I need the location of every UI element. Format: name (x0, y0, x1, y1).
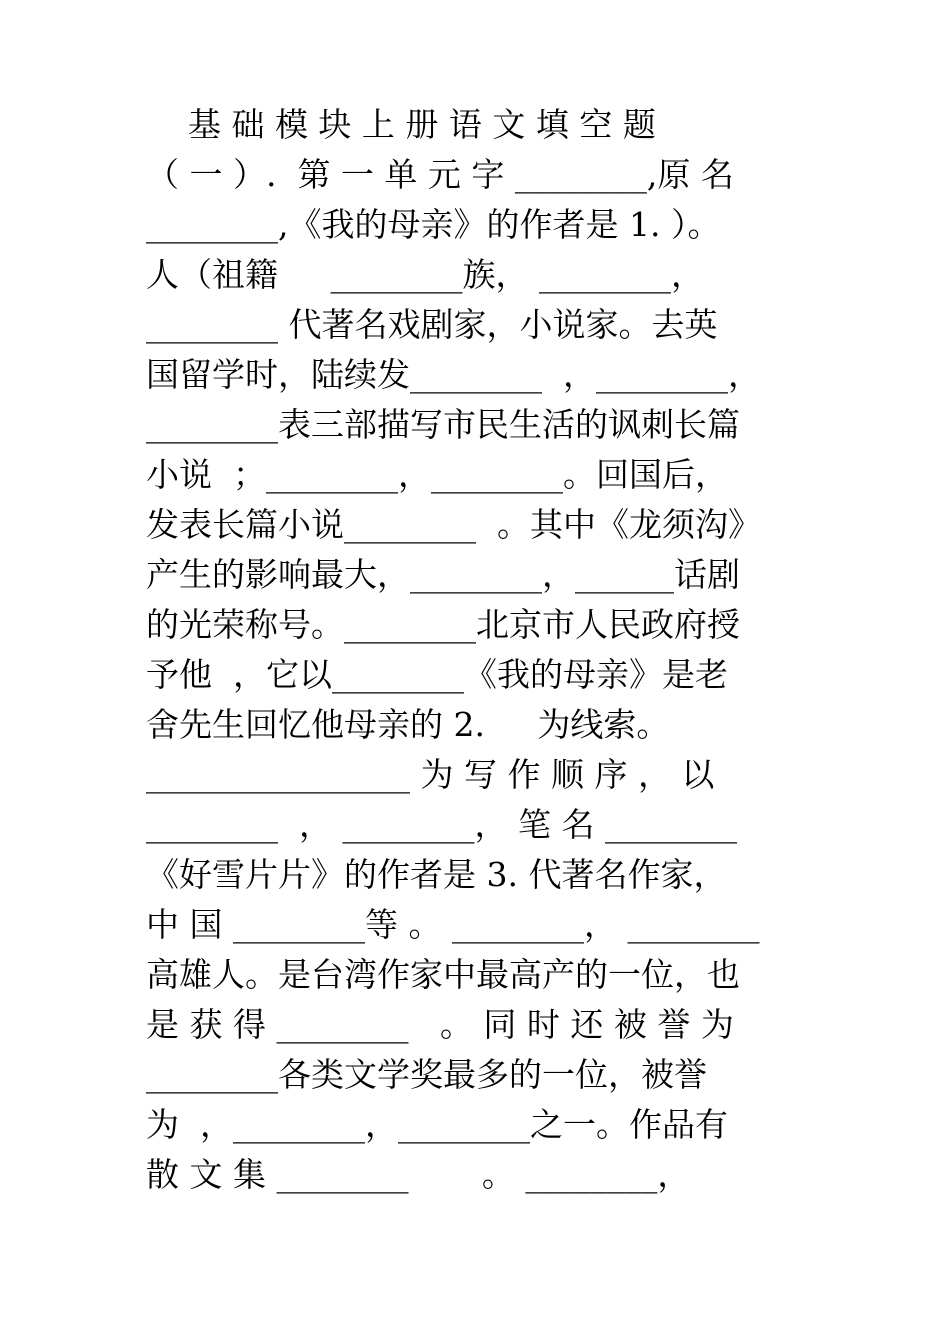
text-line-1: 基 础 模 块 上 册 语 文 填 空 题 (146, 105, 656, 144)
text-line-22: 散 文 集 ________ 。 ________， (146, 1155, 691, 1194)
text-line-20: ________各类文学奖最多的一位，被誉 (146, 1055, 707, 1094)
text-line-10: 产生的影响最大，________，______话剧 (146, 555, 740, 594)
text-line-18: 高雄人。是台湾作家中最高产的一位，也 (146, 955, 740, 994)
text-line-8: 小说 ；________，________。回国后， (146, 455, 728, 494)
text-line-19: 是 获 得 ________ 。 同 时 还 被 誉 为 (146, 1005, 734, 1044)
text-line-12: 予他 ，它以________《我的母亲》是老 (146, 655, 728, 694)
text-line-14: ________________ 为 写 作 顺 序 ， 以 (146, 755, 715, 794)
text-line-13: 舍先生回忆他母亲的 2. 为线索。 (146, 705, 670, 744)
text-line-2: （ 一 ）. 第 一 单 元 字 ________,原 名 (146, 155, 734, 194)
text-line-7: ________表三部描写市民生活的讽刺长篇 (146, 405, 740, 444)
text-line-3: ________,《我的母亲》的作者是 1. ）。 (146, 205, 721, 244)
text-line-5: ________ 代著名戏剧家，小说家。去英 (146, 305, 718, 344)
text-line-15: ________ ， ________， 笔 名 ________ (146, 805, 737, 844)
text-line-21: 为 ，________，________之一。作品有 (146, 1105, 728, 1144)
fill-in-text-body (146, 100, 810, 1200)
text-line-9: 发表长篇小说________ 。其中《龙须沟》 (146, 505, 761, 544)
text-line-11: 的光荣称号。________北京市人民政府授 (146, 605, 740, 644)
text-line-17: 中 国 ________等 。 ________， ________ (146, 905, 760, 944)
text-line-16: 《好雪片片》的作者是 3. 代著名作家， (146, 855, 727, 894)
text-line-6: 国留学时，陆续发________ ，________， (146, 355, 761, 394)
text-line-4: 人（祖籍 ________族， ________， (146, 255, 704, 294)
